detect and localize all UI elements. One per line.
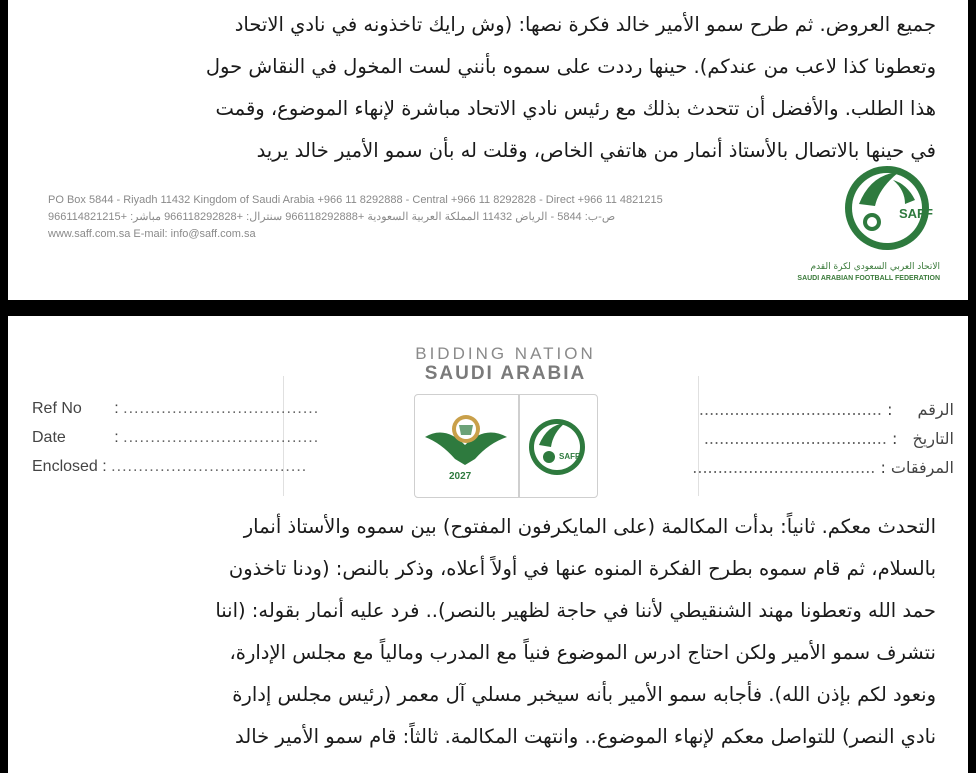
ref-no-label: Ref No [32,400,82,417]
page1-line: جميع العروض. ثم طرح سمو الأمير خالد فكرة نصها: (وش رايك تاخذونه في نادي الاتحاد [234,13,936,36]
footer-web: www.saff.com.sa E-mail: info@saff.com.sa [48,228,256,240]
ref-no-field: Ref No : .................................... [32,400,320,417]
tarikh-field: التاريخ : .................................... [703,429,954,448]
murfaqat-field: المرفقات : .................................... [692,458,954,477]
page2-line: بالسلام، ثم قام سموه بطرح الفكرة المنوه عنها في أولاً أعلاه، وذكر بالنص: (ودنا تاخذون [228,557,936,580]
logo-caption-ar: الاتحاد العربي السعودي لكرة القدم [810,262,940,272]
logo-caption-en: SAUDI ARABIAN FOOTBALL FEDERATION [797,275,940,282]
page2-line: ونعود لكم بإذن الله). فأجابه سمو الأمير بأنه سيخبر مسلي آل معمر (رئيس مجلس إدارة [232,683,936,706]
page1-line: هذا الطلب. والأفضل أن تتحدث بذلك مع رئيس نادي الاتحاد مباشرة لإنهاء الموضوع، وقمت [215,97,936,120]
page2-line: نادي النصر) للتواصل معكم لإنهاء الموضوع.. وانتهت المكالمة. ثالثاً: قام سمو الأمير خالد [235,725,936,748]
murfaqat-label: المرفقات [890,458,954,477]
header-divider [698,376,699,496]
tarikh-label: التاريخ [912,429,954,448]
letterhead-footer [48,192,818,243]
page1-line: في حينها بالاتصال بالأستاذ أنمار من هاتفي الخاص، وقلت له بأن سمو الأمير خالد يريد [256,139,936,162]
footer-address-en: PO Box 5844 - Riyadh 11432 Kingdom of Saudi Arabia +966 11 8292888 - Central +966 11 8292828 - Direct +966 11 4821215 [48,194,663,206]
bidding-line2: SAUDI ARABIA [424,363,587,384]
bidding-line1: BIDDING NATION [415,344,596,363]
saff-emblem-icon [775,160,950,265]
svg-text:SAFF: SAFF [899,206,933,221]
bidding-nation-mark [408,344,603,384]
page1-line: وتعطونا كذا لاعب من عندكم). حينها رددت على سموه بأنني لست المخول في النقاش حول [205,55,936,78]
date-label: Date [32,429,66,446]
falcon-ball-icon [415,395,518,475]
page1-paragraph [38,4,936,172]
bid-year: 2027 [449,471,472,482]
saff-emblem-icon [519,395,597,497]
raqm-label: الرقم [917,400,954,419]
letter-page-1 [8,0,968,300]
svg-text:SAFF: SAFF [559,452,580,461]
enclosed-field: Enclosed : .................................... [32,458,308,475]
page2-line: التحدث معكم. ثانياً: بدأت المكالمة (على المايكرفون المفتوح) بين سموه والأستاذ أنمار [243,515,936,538]
raqm-field: الرقم : .................................... [698,400,954,419]
footer-address-ar: ص-ب: 5844 - الرياض 11432 المملكة العربية السعودية +966118292888 سنترال: +966118292828 مباشر: +966114821215 [48,211,616,223]
bid-emblem [414,394,598,498]
page2-line: حمد الله وتعطونا مهند الشنقيطي لأننا في حاجة لظهير بالنصر).. فرد عليه أنمار بقوله: (اننا [215,599,936,622]
enclosed-label: Enclosed [32,458,98,475]
page2-paragraph [36,506,936,758]
date-field: Date : .................................... [32,429,320,446]
saff-logo [775,160,950,290]
letter-page-2 [8,316,968,773]
page2-line: نتشرف سمو الأمير ولكن احتاج ادرس الموضوع فنياً مع المدرب ومالياً مع مجلس الإدارة، [229,641,936,664]
